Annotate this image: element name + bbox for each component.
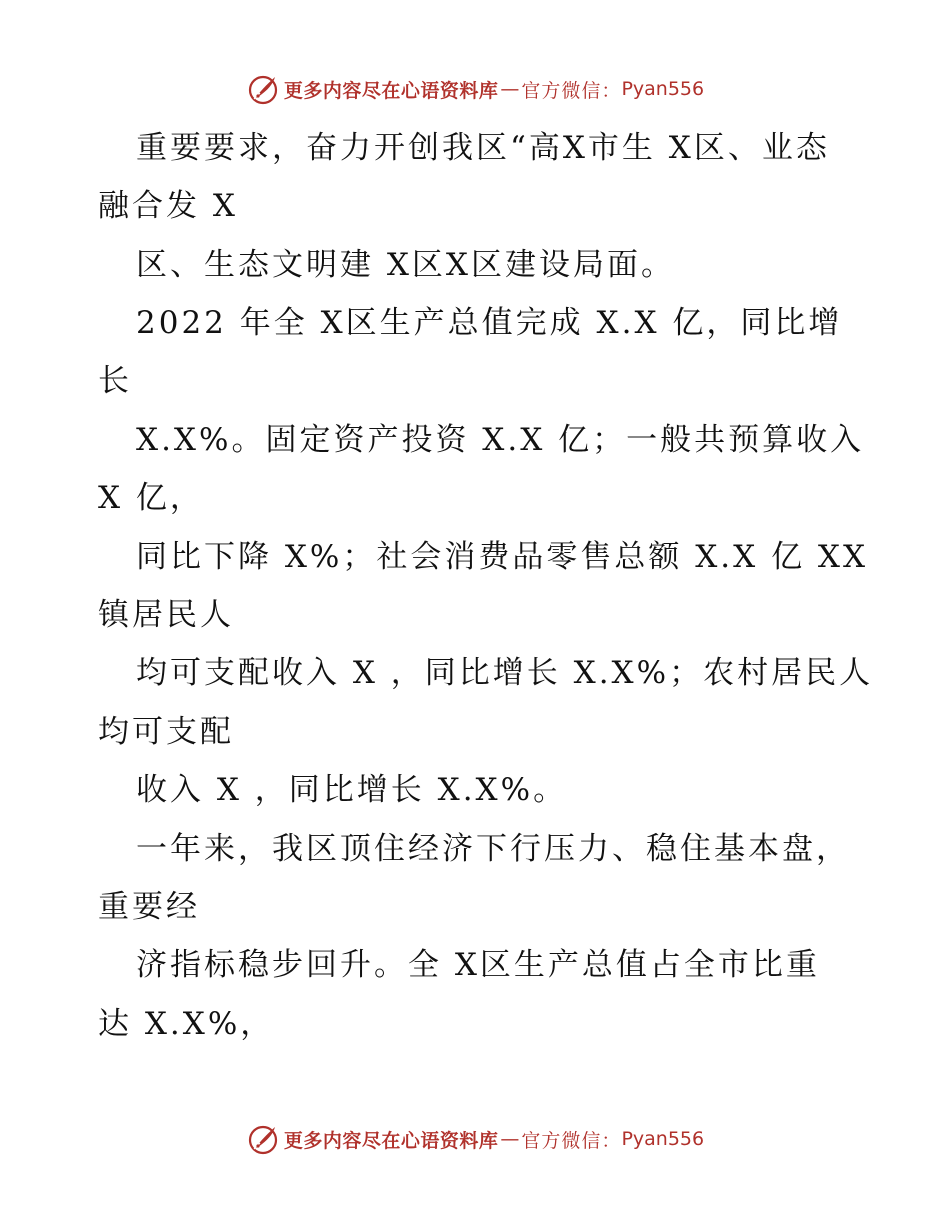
text-line: 融合发 X <box>98 188 238 224</box>
text-line: 均可支配 <box>98 714 234 750</box>
text-line: 镇居民人 <box>98 597 234 633</box>
text-line: 收入 X ，同比增长 X.X%。 <box>136 772 568 808</box>
text-line: X 亿， <box>98 480 204 516</box>
banner-dash: — <box>500 78 520 100</box>
text-line: 达 X.X%， <box>98 1006 275 1042</box>
footer-banner <box>0 1122 950 1156</box>
header-banner <box>0 72 950 106</box>
text-line: 长 <box>98 363 132 399</box>
text-line: X.X%。固定资产投资 X.X 亿；一般共预算收入 <box>136 422 865 458</box>
text-line: 均可支配收入 X ，同比增长 X.X%；农村居民人 <box>136 655 874 691</box>
banner-contact-label: 官方微信： <box>521 1129 622 1152</box>
banner-title: 更多内容尽在心语资料库 <box>283 1129 499 1152</box>
text-line: 重要要求，奋力开创我区“高X市生 X区、业态 <box>136 130 830 166</box>
text-line: 区、生态文明建 X区X区建设局面。 <box>136 247 675 283</box>
banner-contact-id: Pyan556 <box>621 1128 705 1150</box>
banner-contact-label: 官方微信： <box>521 79 622 102</box>
banner-dash: — <box>500 1128 520 1150</box>
quill-pen-logo-icon <box>246 1122 280 1156</box>
text-line: 同比下降 X%；社会消费品零售总额 X.X 亿 XX <box>136 539 869 575</box>
text-line: 济指标稳步回升。全 X区生产总值占全市比重 <box>136 947 820 983</box>
text-line: 重要经 <box>98 889 200 925</box>
text-line: 2022 年全 X区生产总值完成 X.X 亿，同比增 <box>136 305 843 341</box>
banner-contact-id: Pyan556 <box>621 78 705 100</box>
quill-pen-logo-icon <box>246 72 280 106</box>
text-line: 一年来，我区顶住经济下行压力、稳住基本盘， <box>136 831 850 867</box>
banner-title: 更多内容尽在心语资料库 <box>283 79 499 102</box>
